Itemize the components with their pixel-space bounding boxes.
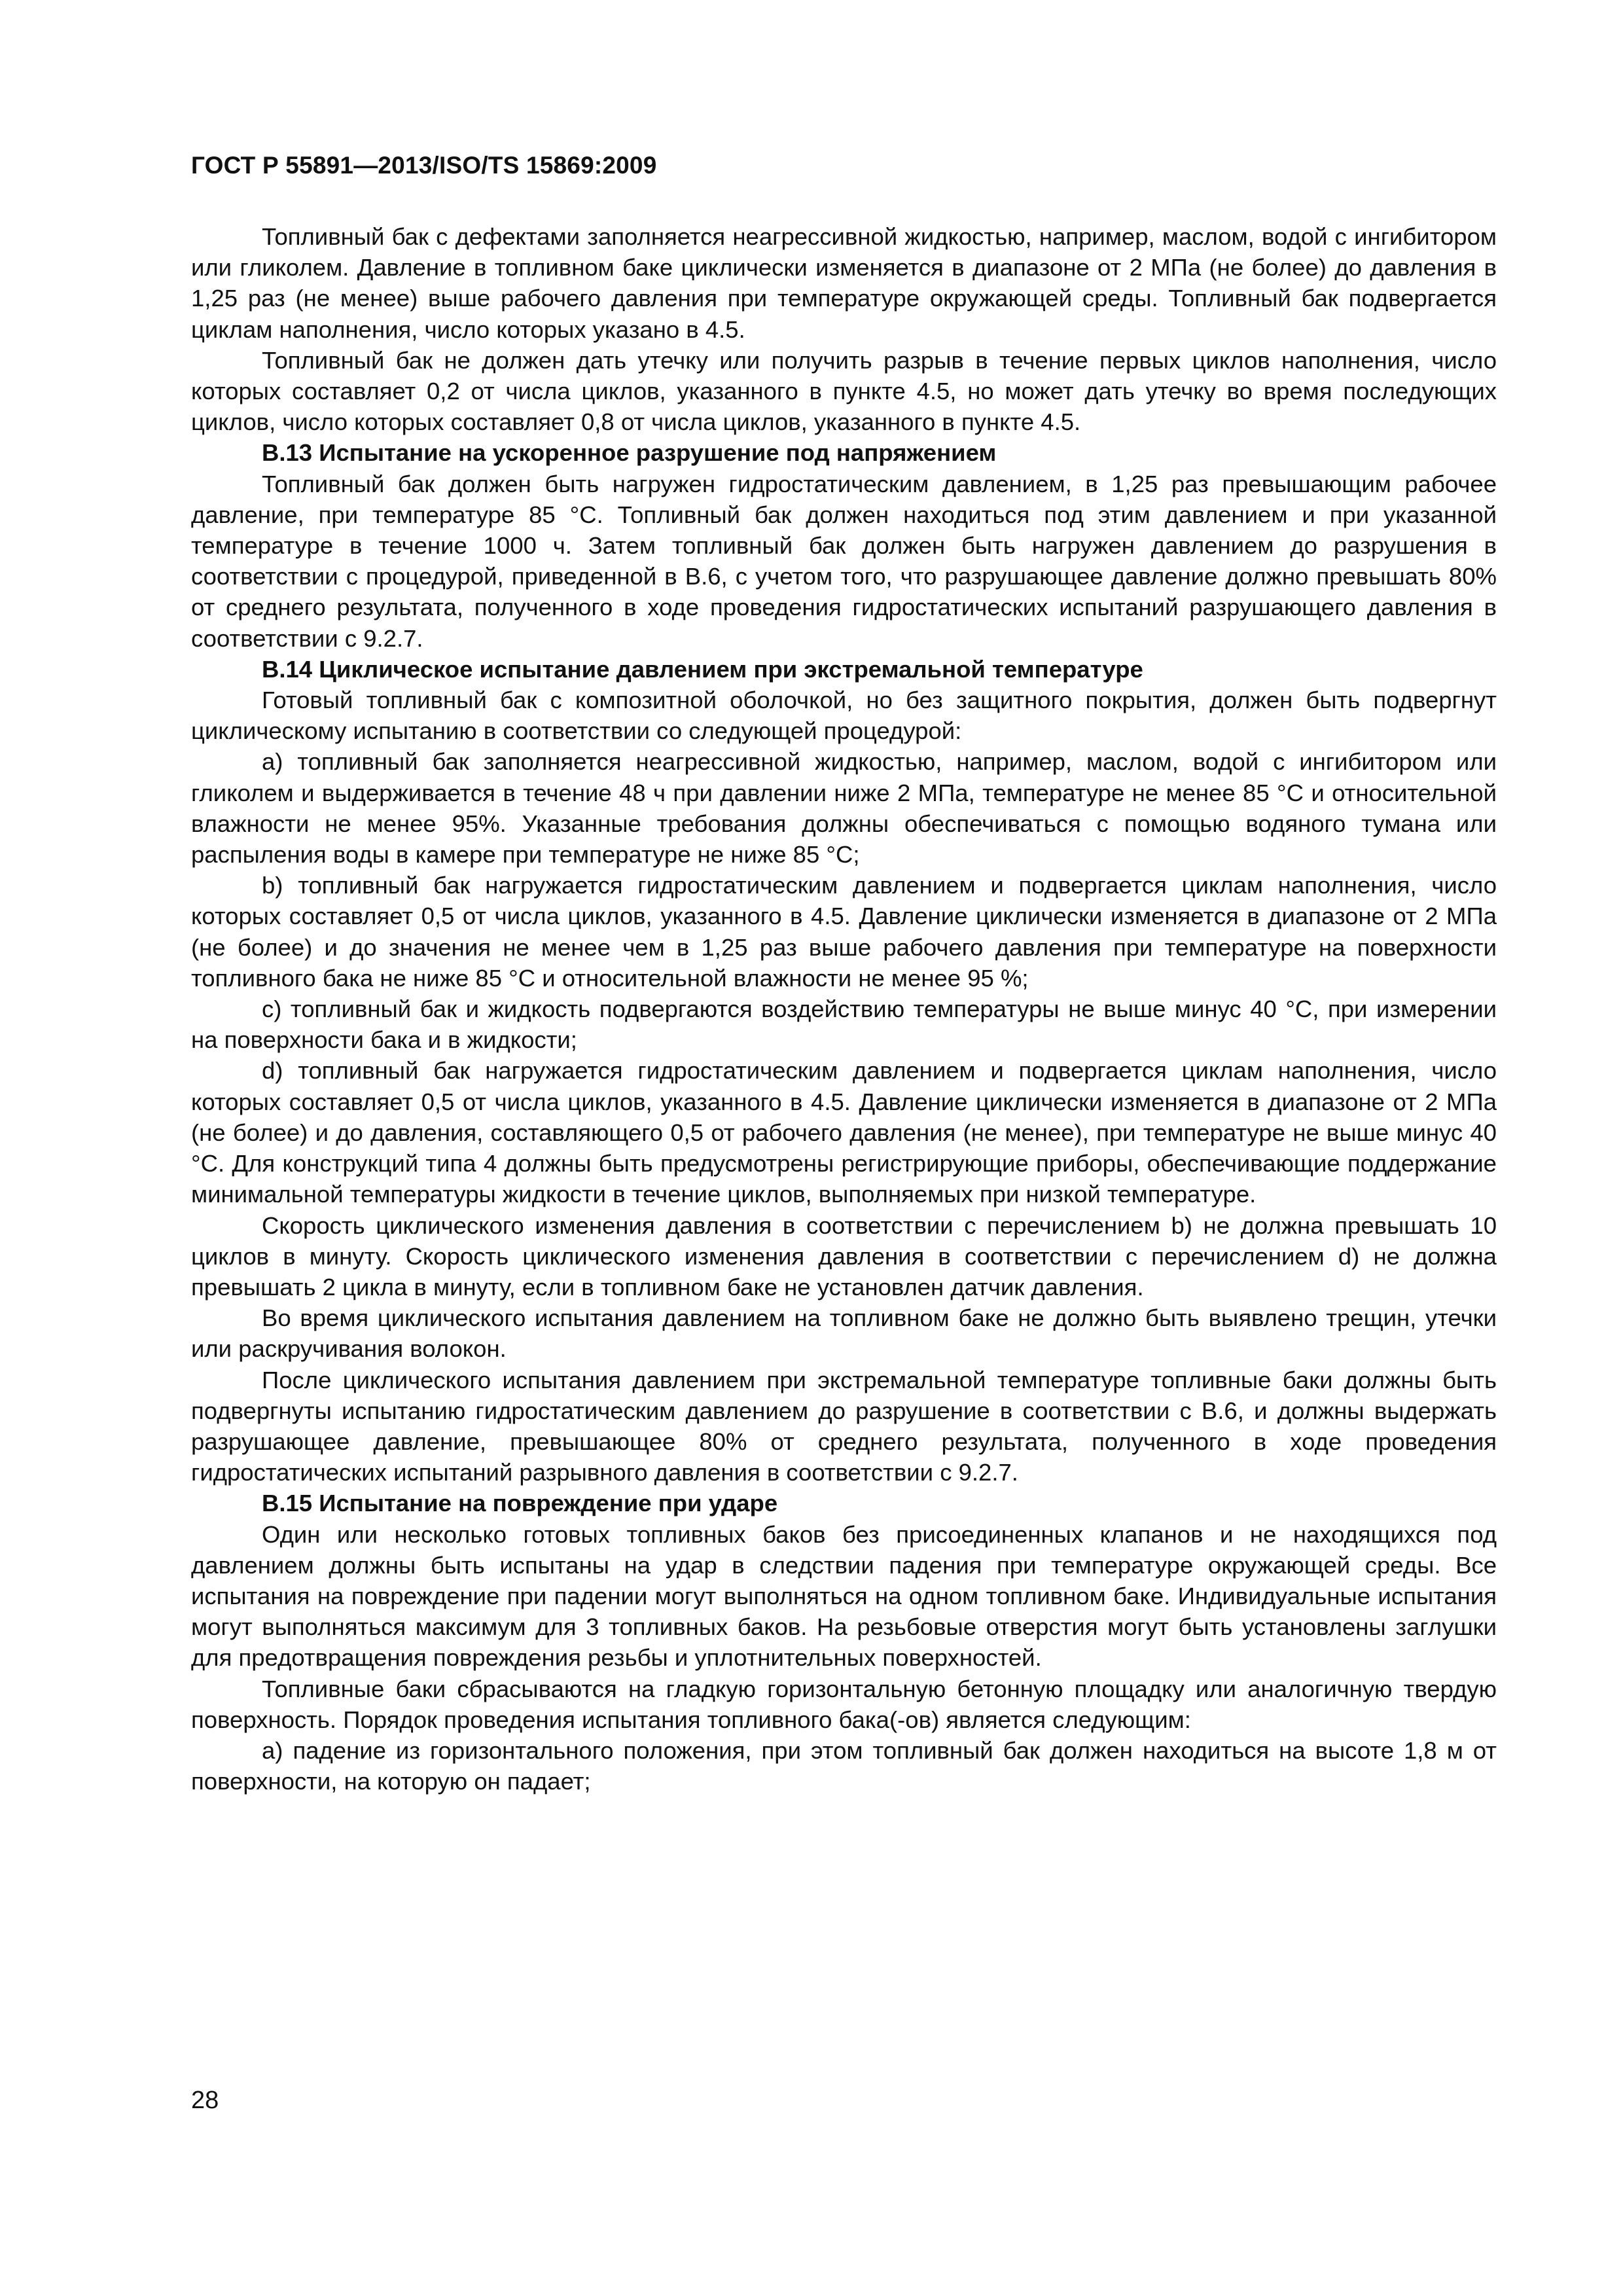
paragraph: Топливный бак не должен дать утечку или получить разрыв в течение первых циклов наполнения, число которых составляет 0,2 от числа циклов, указанного в пункте 4.5, но может дать утечку во время последующих циклов, число которых составляет 0,8 от числа циклов, указанного в пункте 4.5. (191, 346, 1497, 436)
document-body (191, 221, 1497, 1797)
paragraph: Топливные баки сбрасываются на гладкую горизонтальную бетонную площадку или аналогичную твердую поверхность. Порядок проведения испытания топливного бака(-ов) является следующим: (191, 1675, 1497, 1733)
section-heading: В.13 Испытание на ускоренное разрушение под напряжением (262, 439, 997, 467)
section-heading: В.15 Испытание на повреждение при ударе (262, 1490, 778, 1517)
paragraph: Один или несколько готовых топливных баков без присоединенных клапанов и не находящихся под давлением должны быть испытаны на удар в следствии падения при температуре окружающей среды. Все испытания на повреждение при падении могут выполняться на одном топливном баке. Индивидуальные испытания могут выполняться максимум для 3 топливных баков. На резьбовые отверстия могут быть установлены заглушки для предотвращения повреждения резьбы и уплотнительных поверхностей. (191, 1520, 1497, 1672)
list-item: а) падение из горизонтального положения, при этом топливный бак должен находиться на высоте 1,8 м от поверхности, на которую он падает; (191, 1736, 1497, 1795)
paragraph: Во время циклического испытания давлением на топливном баке не должно быть выявлено трещин, утечки или раскручивания волокон. (191, 1304, 1497, 1363)
paragraph: Топливный бак с дефектами заполняется неагрессивной жидкостью, например, маслом, водой с ингибитором или гликолем. Давление в топливном баке циклически изменяется в диапазоне от 2 МПа (не более) до давления в 1,25 раз (не менее) выше рабочего давления при температуре окружающей среды. Топливный бак подвергается циклам наполнения, число которых указано в 4.5. (191, 223, 1497, 343)
document-header: ГОСТ Р 55891—2013/ISO/TS 15869:2009 (191, 152, 657, 179)
list-item: с) топливный бак и жидкость подвергаются воздействию температуры не выше минус 40 °С, при измерении на поверхности бака и в жидкости; (191, 996, 1497, 1054)
paragraph: Топливный бак должен быть нагружен гидростатическим давлением, в 1,25 раз превышающим рабочее давление, при температуре 85 °С. Топливный бак должен находиться под этим давлением и при указанной температуре в течение 1000 ч. Затем топливный бак должен быть нагружен давлением до разрушения в соответствии с процедурой, приведенной в В.6, с учетом того, что разрушающее давление должно превышать 80% от среднего результата, полученного в ходе проведения гидростатических испытаний разрушающего давления в соответствии с 9.2.7. (191, 470, 1497, 652)
list-item: d) топливный бак нагружается гидростатическим давлением и подвергается циклам наполнения, число которых составляет 0,5 от числа циклов, указанного в 4.5. Давление циклически изменяется в диапазоне от 2 МПа (не более) и до давления, составляющего 0,5 от рабочего давления (не менее), при температуре не выше минус 40 °С. Для конструкций типа 4 должны быть предусмотрены регистрирующие приборы, обеспечивающие поддержание минимальной температуры жидкости в течение циклов, выполняемых при низкой температуре. (191, 1057, 1497, 1208)
paragraph: Готовый топливный бак с композитной оболочкой, но без защитного покрытия, должен быть подвергнут циклическому испытанию в соответствии со следующей процедурой: (191, 687, 1497, 745)
list-item: b) топливный бак нагружается гидростатическим давлением и подвергается циклам наполнения, число которых составляет 0,5 от числа циклов, указанного в 4.5. Давление циклически изменяется в диапазоне от 2 МПа (не более) и до значения не менее чем в 1,25 раз выше рабочего давления при температуре на поверхности топливного бака не ниже 85 °С и относительной влажности не менее 95 %; (191, 872, 1497, 992)
list-item: а) топливный бак заполняется неагрессивной жидкостью, например, маслом, водой с ингибитором или гликолем и выдерживается в течение 48 ч при давлении ниже 2 МПа, температуре не менее 85 °С и относительной влажности не менее 95%. Указанные требования должны обеспечиваться с помощью водяного тумана или распыления воды в камере при температуре не ниже 85 °С; (191, 748, 1497, 869)
section-heading: В.14 Циклическое испытание давлением при экстремальной температуре (262, 655, 1143, 683)
paragraph: После циклического испытания давлением при экстремальной температуре топливные баки должны быть подвергнуты испытанию гидростатическим давлением до разрушение в соответствии с В.6, и должны выдержать разрушающее давление, превышающее 80% от среднего результата, полученного в ходе проведения гидростатических испытаний разрывного давления в соответствии с 9.2.7. (191, 1366, 1497, 1486)
paragraph: Скорость циклического изменения давления в соответствии с перечислением b) не должна превышать 10 циклов в минуту. Скорость циклического изменения давления в соответствии с перечислением d) не должна превышать 2 цикла в минуту, если в топливном баке не установлен датчик давления. (191, 1211, 1497, 1300)
page-number: 28 (191, 2087, 219, 2114)
